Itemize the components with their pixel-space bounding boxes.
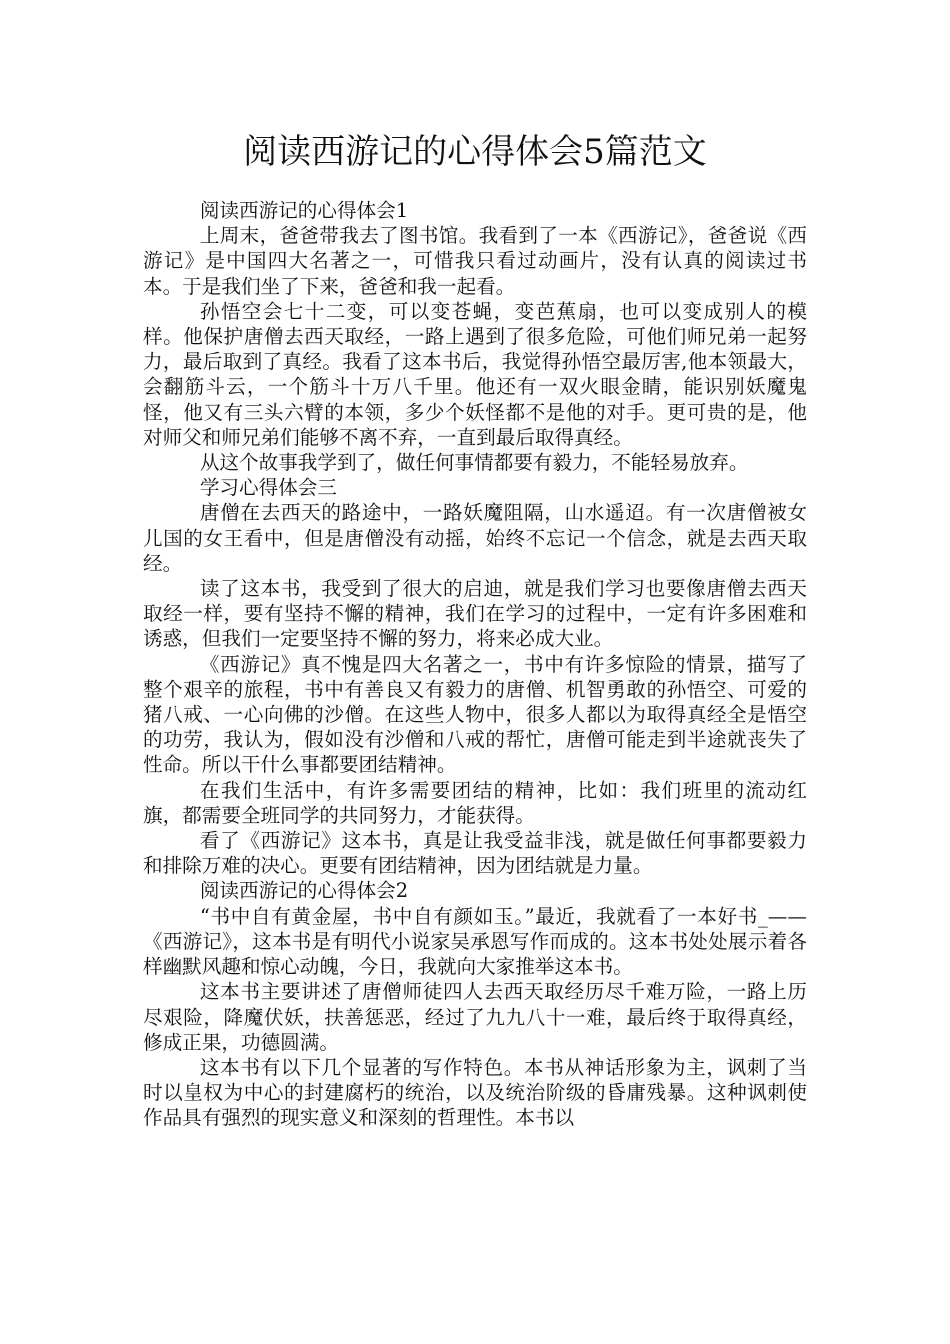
document-title: 阅读西游记的心得体会5篇范文 [243,132,707,172]
document-body [143,198,807,1131]
paragraph: 孙悟空会七十二变，可以变苍蝇，变芭蕉扇，也可以变成别人的模样。他保护唐僧去西天取经，一路上遇到了很多危险，可他们师兄弟一起努力，最后取到了真经。我看了这本书后，我觉得孙悟空最厉害,他本领最大，会翻筋斗云，一个筋斗十万八千里。他还有一双火眼金睛，能识别妖魔鬼怪，他又有三头六臂的本领，多少个妖怪都不是他的对手。更可贵的是，他对师父和师兄弟们能够不离不弃，一直到最后取得真经。 [143,299,807,449]
paragraph: 《西游记》真不愧是四大名著之一，书中有许多惊险的情景，描写了整个艰辛的旅程，书中有善良又有毅力的唐僧、机智勇敢的孙悟空、可爱的猪八戒、一心向佛的沙僧。在这些人物中，很多人都以为取得真经全是悟空的功劳，我认为，假如没有沙僧和八戒的帮忙，唐僧可能走到半途就丧失了性命。所以干什么事都要团结精神。 [143,652,807,777]
paragraph: 唐僧在去西天的路途中，一路妖魔阻隔，山水遥迢。有一次唐僧被女儿国的女王看中，但是唐僧没有动摇，始终不忘记一个信念，就是去西天取经。 [143,501,807,575]
paragraph: 这本书有以下几个显著的写作特色。本书从神话形象为主，讽刺了当时以皇权为中心的封建腐朽的统治，以及统治阶级的昏庸残暴。这种讽刺使作品具有强烈的现实意义和深刻的哲理性。本书以 [143,1055,807,1130]
paragraph-heading-3: 学习心得体会三 [199,476,337,500]
paragraph: 从这个故事我学到了，做任何事情都要有毅力，不能轻易放弃。 [199,451,749,475]
paragraph: 这本书主要讲述了唐僧师徒四人去西天取经历尽千难万险，一路上历尽艰险，降魔伏妖，扶善惩恶，经过了九九八十一难，最后终于取得真经，修成正果，功德圆满。 [143,980,807,1054]
paragraph-heading-2: 阅读西游记的心得体会2 [199,879,409,903]
paragraph: 读了这本书，我受到了很大的启迪，就是我们学习也要像唐僧去西天取经一样，要有坚持不懈的精神，我们在学习的过程中，一定有许多困难和诱惑，但我们一定要坚持不懈的努力，将来必成大业。 [143,577,807,651]
paragraph: 上周末，爸爸带我去了图书馆。我看到了一本《西游记》，爸爸说《西游记》是中国四大名著之一，可惜我只看过动画片，没有认真的阅读过书本。于是我们坐了下来，爸爸和我一起看。 [143,224,807,298]
paragraph: “书中自有黄金屋，书中自有颜如玉。”最近，我就看了一本好书_——《西游记》，这本书是有明代小说家吴承恩写作而成的。这本书处处展示着各样幽默风趣和惊心动魄，今日，我就向大家推举这本书。 [143,904,807,979]
paragraph: 在我们生活中，有许多需要团结的精神，比如：我们班里的流动红旗，都需要全班同学的共同努力，才能获得。 [143,778,807,827]
paragraph-heading-1: 阅读西游记的心得体会1 [199,199,409,222]
paragraph: 看了《西游记》这本书，真是让我受益非浅，就是做任何事都要毅力和排除万难的决心。更要有团结精神，因为团结就是力量。 [143,829,807,878]
